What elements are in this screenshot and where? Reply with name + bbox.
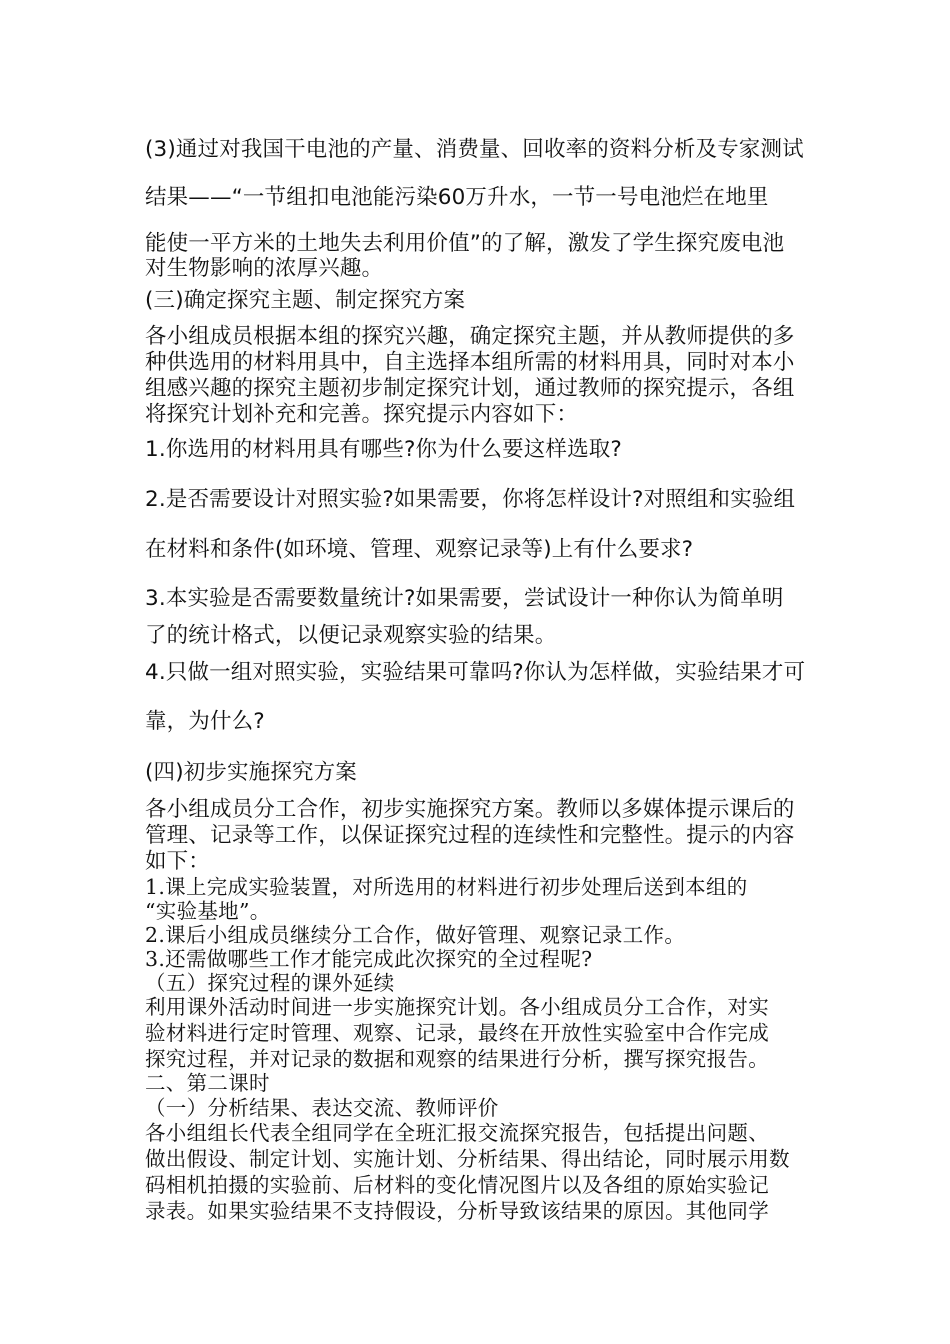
- paragraph-3-line-2: 结果——“一节组扣电池能污染60万升水，一节一号电池烂在地里: [145, 185, 769, 210]
- prompt-item-2-line-1: 2.是否需要设计对照实验?如果需要，你将怎样设计?对照组和实验组: [145, 487, 796, 512]
- lesson-2-body-line-3: 码相机拍摄的实验前、后材料的变化情况图片以及各组的原始实验记: [145, 1173, 769, 1197]
- prompt-item-4-line-2: 靠，为什么?: [145, 709, 265, 734]
- lesson-2-body-line-2: 做出假设、制定计划、实施计划、分析结果、得出结论，同时展示用数: [145, 1147, 790, 1171]
- paragraph-3-line-4: 对生物影响的浓厚兴趣。: [145, 256, 384, 281]
- prompt-item-2-line-2: 在材料和条件(如环境、管理、观察记录等)上有什么要求?: [145, 537, 694, 562]
- section-5-body-line-3: 探究过程，并对记录的数据和观察的结果进行分析，撰写探究报告。: [145, 1047, 769, 1071]
- section-heading-4: (四)初步实施探究方案: [145, 760, 357, 785]
- lesson-2-body-line-4: 录表。如果实验结果不支持假设，分析导致该结果的原因。其他同学: [145, 1199, 769, 1223]
- lesson-2-heading: 二、第二课时: [145, 1071, 270, 1095]
- section-5-body-line-1: 利用课外活动时间进一步实施探究计划。各小组成员分工合作，对实: [145, 995, 769, 1019]
- hint-item-3: 3.还需做哪些工作才能完成此次探究的全过程呢?: [145, 947, 593, 971]
- section-4-body-line-3: 如下：: [145, 849, 210, 874]
- section-3-body-line-2: 种供选用的材料用具中，自主选择本组所需的材料用具，同时对本小: [145, 350, 795, 375]
- section-3-body-line-3: 组感兴趣的探究主题初步制定探究计划，通过教师的探究提示，各组: [145, 376, 795, 401]
- section-5-body-line-2: 验材料进行定时管理、观察、记录，最终在开放性实验室中合作完成: [145, 1021, 769, 1045]
- lesson-2-subheading-1: （一）分析结果、表达交流、教师评价: [145, 1096, 499, 1120]
- lesson-2-body-line-1: 各小组组长代表全组同学在全班汇报交流探究报告，包括提出问题、: [145, 1121, 769, 1145]
- prompt-item-1: 1.你选用的材料用具有哪些?你为什么要这样选取?: [145, 437, 622, 462]
- section-heading-5: （五）探究过程的课外延续: [145, 971, 395, 995]
- section-heading-3: (三)确定探究主题、制定探究方案: [145, 288, 466, 313]
- paragraph-3-line-3: 能使一平方米的土地失去利用价值”的了解，激发了学生探究废电池: [145, 231, 785, 256]
- prompt-item-3-line-1: 3.本实验是否需要数量统计?如果需要，尝试设计一种你认为简单明: [145, 586, 784, 611]
- section-3-body-line-4: 将探究计划补充和完善。探究提示内容如下：: [145, 402, 579, 427]
- section-4-body-line-1: 各小组成员分工合作，初步实施探究方案。教师以多媒体提示课后的: [145, 797, 795, 822]
- section-4-body-line-2: 管理、记录等工作，以保证探究过程的连续性和完整性。提示的内容: [145, 823, 795, 848]
- paragraph-3-line-1: (3)通过对我国干电池的产量、消费量、回收率的资料分析及专家测试: [145, 137, 804, 162]
- prompt-item-3-line-2: 了的统计格式，以便记录观察实验的结果。: [145, 623, 557, 648]
- hint-item-1-line-2: “实验基地”。: [145, 899, 271, 923]
- prompt-item-4-line-1: 4.只做一组对照实验，实验结果可靠吗?你认为怎样做，实验结果才可: [145, 660, 806, 685]
- section-3-body-line-1: 各小组成员根据本组的探究兴趣，确定探究主题，并从教师提供的多: [145, 324, 795, 349]
- hint-item-1-line-1: 1.课上完成实验装置，对所选用的材料进行初步处理后送到本组的: [145, 875, 748, 899]
- hint-item-2: 2.课后小组成员继续分工合作，做好管理、观察记录工作。: [145, 923, 686, 947]
